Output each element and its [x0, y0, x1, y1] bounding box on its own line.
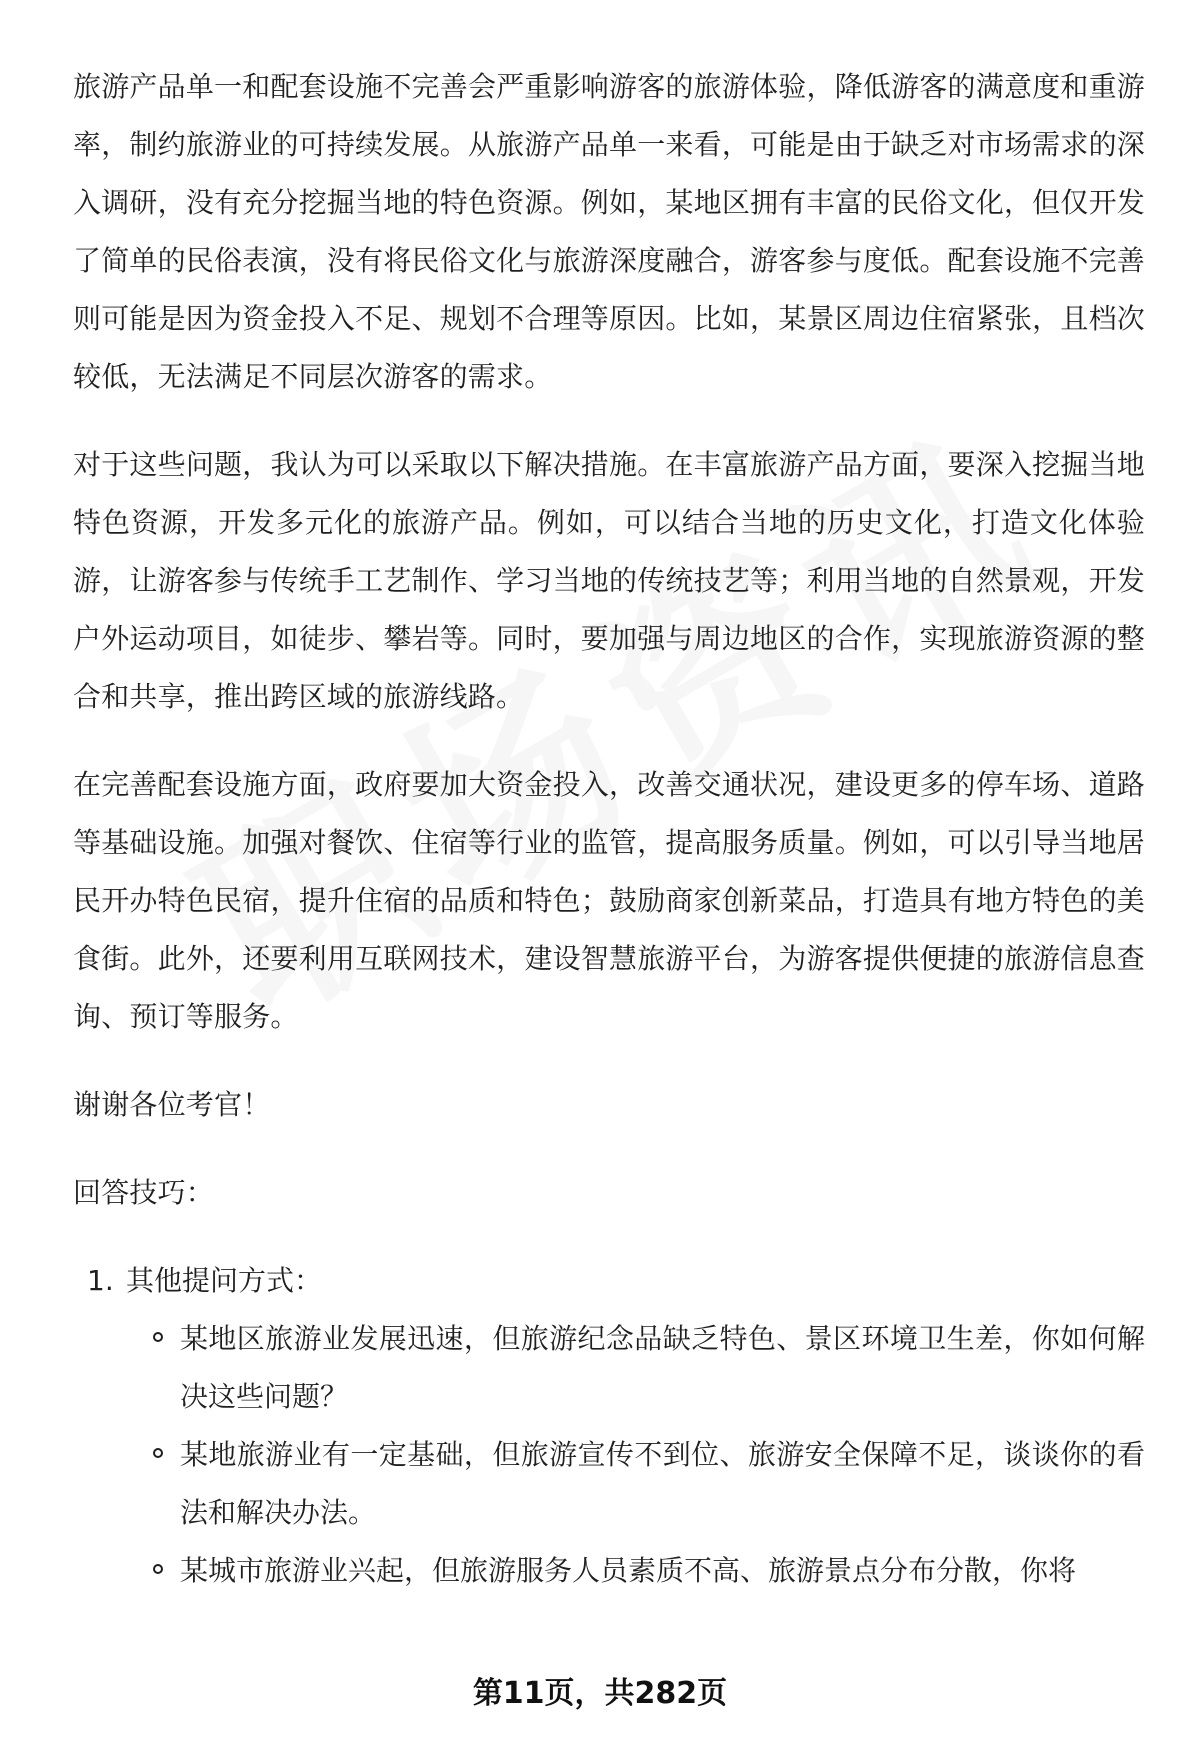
paragraph-3: 在完善配套设施方面，政府要加大资金投入，改善交通状况，建设更多的停车场、道路等基础设施。加强对餐饮、住宿等行业的监管，提高服务质量。例如，可以引导当地居民开办特色民宿，提升住宿的品质和特色；鼓励商家创新菜品，打造具有地方特色的美食街。此外，还要利用互联网技术，建设智慧旅游平台，为游客提供便捷的旅游信息查询、预订等服务。	[73, 768, 1145, 1033]
sub-list-item	[73, 1310, 1145, 1426]
paragraph-2: 对于这些问题，我认为可以采取以下解决措施。在丰富旅游产品方面，要深入挖掘当地特色资源，开发多元化的旅游产品。例如，可以结合当地的历史文化，打造文化体验游，让游客参与传统手工艺制作、学习当地的传统技艺等；利用当地的自然景观，开发户外运动项目，如徒步、攀岩等。同时，要加强与周边地区的合作，实现旅游资源的整合和共享，推出跨区域的旅游线路。	[73, 448, 1145, 713]
page-footer: 第11页，共282页	[472, 1676, 728, 1711]
hollow-bullet-icon	[153, 1332, 163, 1342]
sub-list-text: 某城市旅游业兴起，但旅游服务人员素质不高、旅游景点分布分散，你将	[180, 1554, 1077, 1587]
tips-heading: 回答技巧：	[73, 1176, 215, 1209]
sub-list-text: 某地区旅游业发展迅速，但旅游纪念品缺乏特色、景区环境卫生差，你如何解决这些问题？	[180, 1322, 1145, 1413]
hollow-bullet-icon	[153, 1564, 163, 1574]
hollow-bullet-icon	[153, 1448, 163, 1458]
sub-list-item	[73, 1542, 1145, 1600]
document-body	[73, 58, 1145, 1600]
closing-thanks: 谢谢各位考官！	[73, 1088, 271, 1121]
sub-list-text: 某地旅游业有一定基础，但旅游宣传不到位、旅游安全保障不足，谈谈你的看法和解决办法。	[180, 1438, 1145, 1529]
ordered-list	[73, 1252, 1145, 1310]
sub-list-item	[73, 1426, 1145, 1542]
list-item-title: 其他提问方式：	[126, 1264, 323, 1297]
sub-list	[73, 1310, 1145, 1600]
list-number: 1.	[87, 1264, 114, 1297]
list-item	[73, 1252, 1145, 1310]
paragraph-1: 旅游产品单一和配套设施不完善会严重影响游客的旅游体验，降低游客的满意度和重游率，制约旅游业的可持续发展。从旅游产品单一来看，可能是由于缺乏对市场需求的深入调研，没有充分挖掘当地的特色资源。例如，某地区拥有丰富的民俗文化，但仅开发了简单的民俗表演，没有将民俗文化与旅游深度融合，游客参与度低。配套设施不完善则可能是因为资金投入不足、规划不合理等原因。比如，某景区周边住宿紧张，且档次较低，无法满足不同层次游客的需求。	[73, 70, 1145, 393]
